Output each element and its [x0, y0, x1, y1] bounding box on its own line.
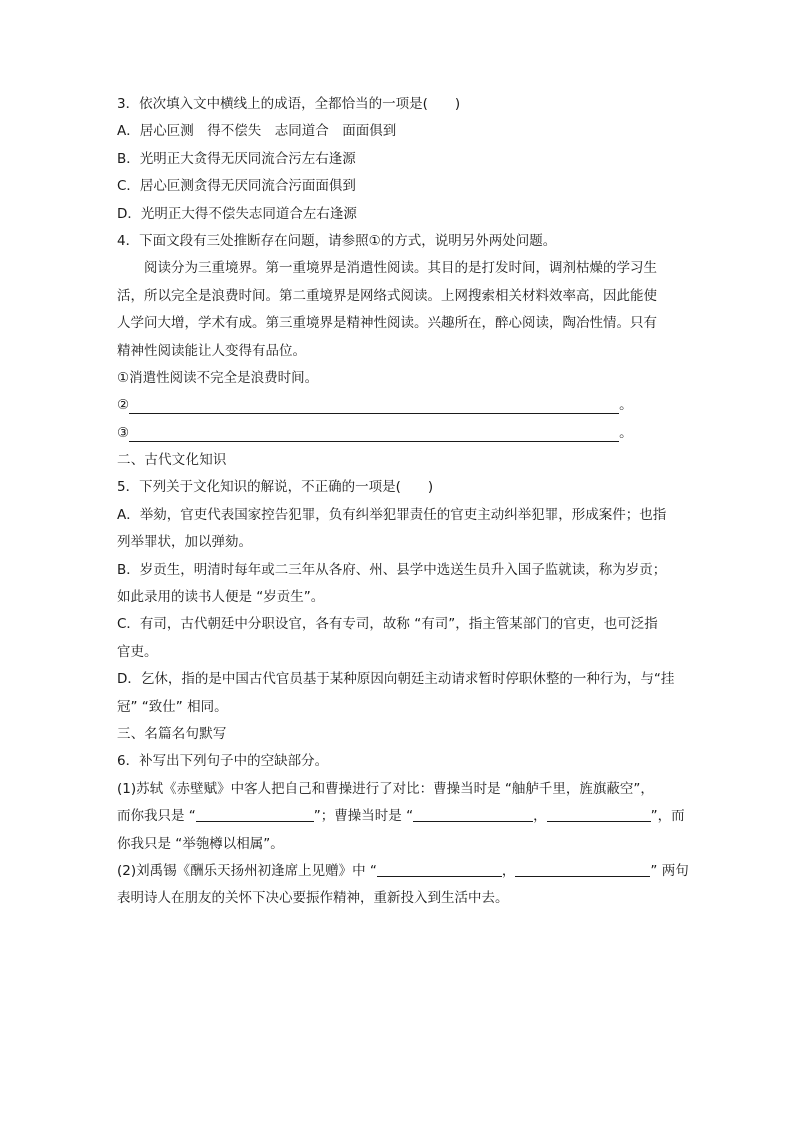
fill-blank[interactable]	[547, 805, 651, 822]
q4-passage-line-2: 活，所以完全是浪费时间。第二重境界是网络式阅读。上网搜索相关材料效率高，因此能使	[117, 287, 657, 304]
q4-passage-line-3: 人学问大增，学术有成。第三重境界是精神性阅读。兴趣所在，醉心阅读，陶冶性情。只有	[117, 315, 657, 332]
answer-mark: ②	[117, 397, 130, 414]
q6-text: 而你我只是 “	[117, 808, 196, 825]
q6-text: (2)刘禹锡《酬乐天扬州初逢席上见赠》中 “	[117, 862, 377, 879]
q6-part2-line-1	[117, 858, 689, 885]
q3-option-b: B．光明正大贪得无厌同流合污左右逢源	[117, 150, 356, 167]
q4-answer-row-3	[117, 420, 679, 447]
fill-blank[interactable]	[413, 805, 533, 822]
section-heading-ancient-culture: 二、古代文化知识	[117, 452, 227, 469]
q4-example-answer: ①消遣性阅读不完全是浪费时间。	[117, 369, 319, 386]
answer-mark: ③	[117, 424, 130, 441]
q5-stem: 5．下列关于文化知识的解说，不正确的一项是( )	[117, 479, 434, 496]
q6-text: ”；曹操当时是 “	[313, 808, 414, 825]
q5-option-c-line-1: C．有司，古代朝廷中分职设官，各有专司，故称 “有司”，指主管某部门的官吏，也可泛指	[117, 616, 658, 633]
q5-option-d-line-1: D．乞休，指的是中国古代官员基于某种原因向朝廷主动请求暂时停职休整的一种行为，与“挂	[117, 671, 675, 688]
q3-option-a: A．居心叵测 得不偿失 志同道合 面面俱到	[117, 123, 397, 140]
q5-option-a-line-2: 列举罪状，加以弹劾。	[117, 534, 252, 551]
q6-text: ”，而	[650, 808, 685, 825]
fill-blank[interactable]	[515, 860, 650, 877]
q3-option-d: D．光明正大得不偿失志同道合左右逢源	[117, 205, 357, 222]
answer-end: 。	[619, 397, 633, 414]
fill-blank[interactable]	[196, 805, 314, 822]
q4-stem: 4．下面文段有三处推断存在问题，请参照①的方式，说明另外两处问题。	[117, 232, 557, 249]
worksheet-page	[117, 91, 689, 913]
answer-blank[interactable]	[129, 397, 619, 414]
q6-stem: 6．补写出下列句子中的空缺部分。	[117, 753, 329, 770]
answer-blank[interactable]	[129, 425, 619, 442]
q5-option-b-line-1: B．岁贡生，明清时每年或二三年从各府、州、县学中选送生员升入国子监就读，称为岁贡；	[117, 561, 667, 578]
q3-option-c: C．居心叵测贪得无厌同流合污面面俱到	[117, 178, 356, 195]
answer-end: 。	[619, 424, 633, 441]
q6-part1-line-3: 你我只是 “举匏樽以相属”。	[117, 835, 284, 852]
q6-text: ，	[533, 808, 547, 825]
section-heading-famous-lines: 三、名篇名句默写	[117, 725, 227, 742]
q6-text: ” 两句	[650, 862, 689, 879]
q5-option-a-line-1: A．举劾，官吏代表国家控告犯罪，负有纠举犯罪责任的官吏主动纠举犯罪，形成案件；也指	[117, 506, 667, 523]
q6-part1-line-1: (1)苏轼《赤壁赋》中客人把自己和曹操进行了对比：曹操当时是 “舳舻千里，旌旗蔽空”，	[117, 780, 654, 797]
q4-passage-line-1: 阅读分为三重境界。第一重境界是消遣性阅读。其目的是打发时间，调剂枯燥的学习生	[144, 260, 657, 277]
q5-option-d-line-2: 冠” “致仕” 相同。	[117, 698, 228, 715]
fill-blank[interactable]	[377, 860, 502, 877]
q4-answer-row-2	[117, 392, 679, 419]
q6-part1-line-2	[117, 803, 685, 830]
q3-stem: 3．依次填入文中横线上的成语，全都恰当的一项是( )	[117, 96, 461, 112]
q5-option-c-line-2: 官吏。	[117, 643, 158, 660]
q4-passage-line-4: 精神性阅读能让人变得有品位。	[117, 342, 306, 359]
q6-text: ，	[501, 862, 516, 879]
q5-option-b-line-2: 如此录用的读书人便是 “岁贡生”。	[117, 589, 325, 606]
q6-part2-line-2: 表明诗人在朋友的关怀下决心要振作精神，重新投入到生活中去。	[117, 890, 509, 907]
